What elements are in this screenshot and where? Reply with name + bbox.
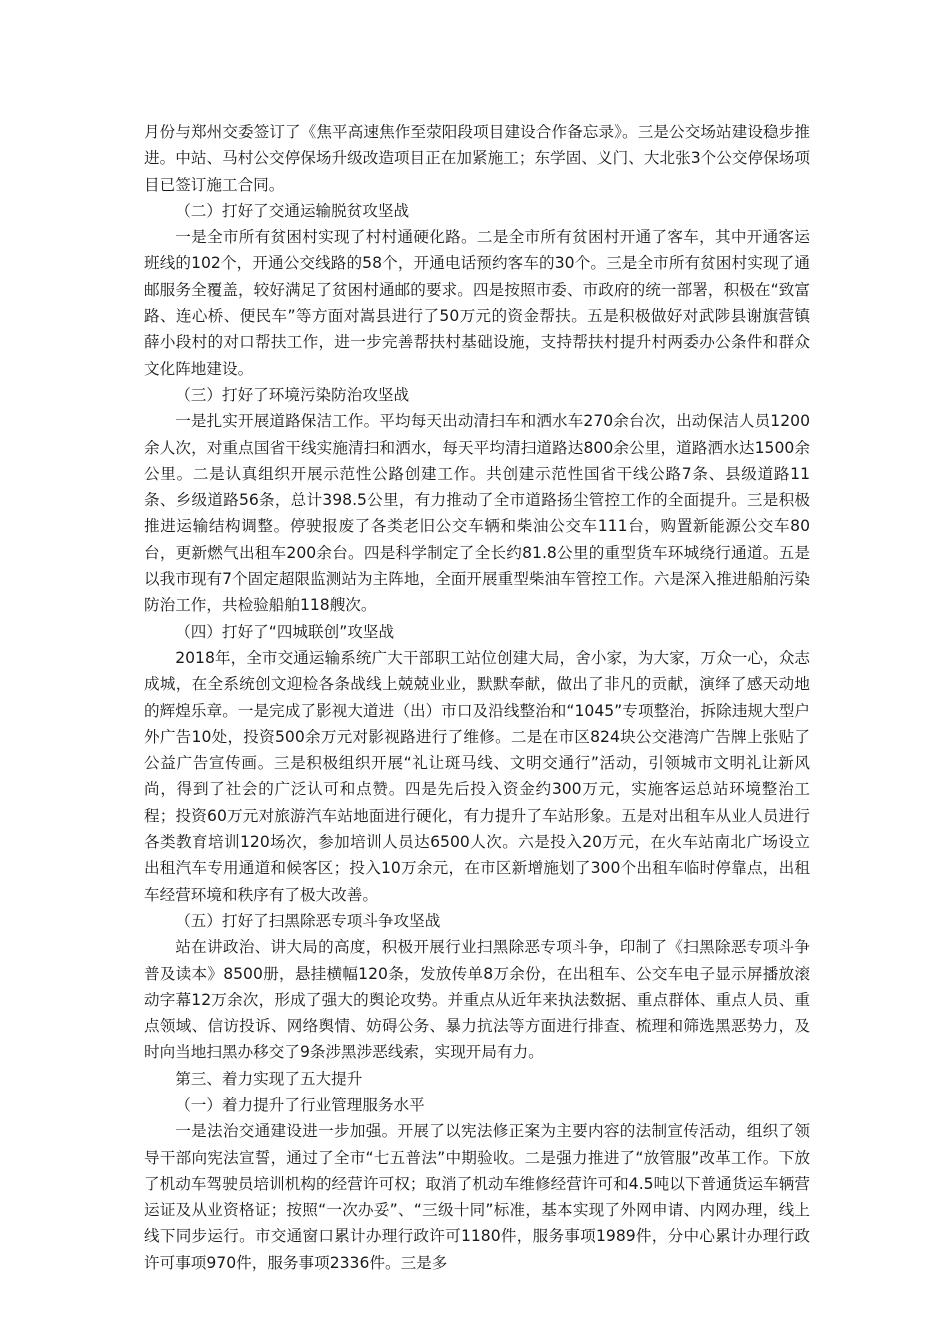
- document-body: [144, 119, 810, 1276]
- section-heading-four-cities: （四）打好了“四城联创”攻坚战: [175, 622, 395, 641]
- paragraph-management: 一是法治交通建设进一步加强。开展了以宪法修正案为主要内容的法制宣传活动，组织了领导干部向宪法宣誓，通过了全市“七五普法”中期验收。二是强力推进了“放管服”改革工作。下放了机动车驾驶员培训机构的经营许可权；取消了机动车维修经营许可和4.5吨以下普通货运车辆营运证及从业资格证；按照“一次办妥”、“三级十同”标准，基本实现了外网申请、内网办理，线上线下同步运行。市交通窗口累计办理行政许可1180件，服务事项1989件，分中心累计办理行政许可事项970件，服务事项2336件。三是多: [144, 1122, 810, 1272]
- paragraph-poverty: 一是全市所有贫困村实现了村村通硬化路。二是全市所有贫困村开通了客车，其中开通客运班线的102个，开通公交线路的58个，开通电话预约客车的30个。三是全市所有贫困村实现了通邮服务全覆盖，较好满足了贫困村通邮的要求。四是按照市委、市政府的统一部署，积极在“致富路、连心桥、便民车”等方面对嵩县进行了50万元的资金帮扶。五是积极做好对武陟县谢旗营镇薛小段村的对口帮扶工作，进一步完善帮扶村基础设施，支持帮扶村提升村两委办公条件和群众文化阵地建设。: [144, 228, 810, 378]
- paragraph-pollution: 一是扎实开展道路保洁工作。平均每天出动清扫车和洒水车270余台次，出动保洁人员1200余人次，对重点国省干线实施清扫和洒水，每天平均清扫道路达800余公里，道路洒水达1500余公里。二是认真组织开展示范性公路创建工作。共创建示范性国省干线公路7条、县级道路11条、乡级道路56条，总计398.5公里，有力推动了全市道路扬尘管控工作的全面提升。三是积极推进运输结构调整。停驶报废了各类老旧公交车辆和柴油公交车111台，购置新能源公交车80台，更新燃气出租车200余台。四是科学制定了全长约81.8公里的重型货车环城绕行通道。五是以我市现有7个固定超限监测站为主阵地，全面开展重型柴油车管控工作。六是深入推进船舶污染防治工作，共检验船舶118艘次。: [144, 412, 810, 615]
- section-heading-poverty: （二）打好了交通运输脱贫攻坚战: [175, 201, 410, 220]
- section-heading-pollution: （三）打好了环境污染防治攻坚战: [175, 385, 410, 404]
- part-heading-five-improvements: 第三、着力实现了五大提升: [175, 1069, 363, 1088]
- paragraph-anti-crime: 站在讲政治、讲大局的高度，积极开展行业扫黑除恶专项斗争，印制了《扫黑除恶专项斗争普及读本》8500册，悬挂横幅120条，发放传单8万余份，在出租车、公交车电子显示屏播放滚动字幕12万余次，形成了强大的舆论攻势。并重点从近年来执法数据、重点群体、重点人员、重点领域、信访投诉、网络舆情、妨碍公务、暴力抗法等方面进行排查、梳理和筛选黑恶势力，及时向当地扫黑办移交了9条涉黑涉恶线索，实现开局有力。: [144, 938, 810, 1062]
- section-heading-anti-crime: （五）打好了扫黑除恶专项斗争攻坚战: [175, 911, 441, 930]
- paragraph-four-cities: 2018年，全市交通运输系统广大干部职工站位创建大局，舍小家，为大家，万众一心，众志成城，在全系统创文迎检各条战线上兢兢业业，默默奉献，做出了非凡的贡献，演绎了感天动地的辉煌乐章。一是完成了影视大道进（出）市口及沿线整治和“1045”专项整治，拆除违规大型户外广告10处，投资500余万元对影视路进行了维修。二是在市区824块公交港湾广告牌上张贴了公益广告宣传画。三是积极组织开展“礼让斑马线、文明交通行”活动，引领城市文明礼让新风尚，得到了社会的广泛认可和点赞。四是先后投入资金约300万元，实施客运总站环境整治工程；投资60万元对旅游汽车站地面进行硬化，有力提升了车站形象。五是对出租车从业人员进行各类教育培训120场次，参加培训人员达6500人次。六是投入20万元，在火车站南北广场设立出租汽车专用通道和候客区；投入10万余元，在市区新增施划了300个出租车临时停靠点，出租车经营环境和秩序有了极大改善。: [144, 648, 810, 904]
- paragraph-continuation: 月份与郑州交委签订了《焦平高速焦作至荥阳段项目建设合作备忘录》。三是公交场站建设稳步推进。中站、马村公交停保场升级改造项目正在加紧施工；东学固、义门、大北张3个公交停保场项目已签订施工合同。: [144, 123, 810, 194]
- section-heading-management: （一）着力提升了行业管理服务水平: [175, 1095, 425, 1114]
